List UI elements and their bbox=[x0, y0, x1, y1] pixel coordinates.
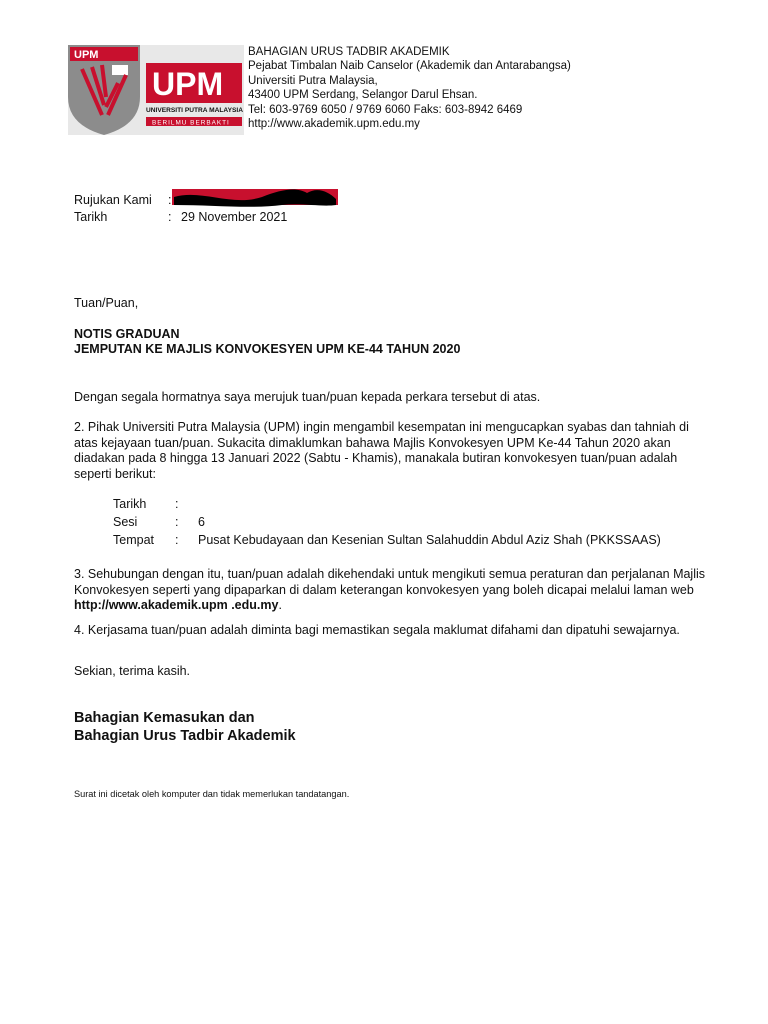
detail-value: 6 bbox=[198, 515, 205, 529]
address-line: Tel: 603-9769 6050 / 9769 6060 Faks: 603-8942 6469 bbox=[248, 103, 523, 116]
logo-subtitle: UNIVERSITI PUTRA MALAYSIA bbox=[146, 107, 243, 114]
signature-block bbox=[74, 709, 296, 745]
closing: Sekian, terima kasih. bbox=[74, 664, 191, 678]
convocation-details bbox=[113, 495, 661, 549]
paragraph-1: Dengan segala hormatnya saya merujuk tuan/puan kepada perkara tersebut di atas. bbox=[74, 390, 541, 404]
paragraph-3-line: Konvokesyen seperti yang dipaparkan di dalam keterangan konvokesyen yang boleh dicapai melalui laman web bbox=[74, 582, 694, 597]
upm-logo bbox=[68, 45, 244, 135]
paragraph-2-line: 2. Pihak Universiti Putra Malaysia (UPM) ingin mengambil kesempatan ini mengucapkan syabas dan tahniah di bbox=[74, 420, 689, 434]
paragraph-4: 4. Kerjasama tuan/puan adalah diminta bagi memastikan segala maklumat difahami dan dipatuhi sewajarnya. bbox=[74, 623, 680, 637]
address-line: BAHAGIAN URUS TADBIR AKADEMIK bbox=[248, 46, 450, 58]
logo-upm-small: UPM bbox=[74, 49, 99, 61]
paragraph-3-end: . bbox=[278, 598, 282, 612]
signature-line-1: Bahagian Kemasukan dan bbox=[74, 710, 255, 726]
detail-colon: : bbox=[175, 533, 179, 547]
paragraph-3-line: 3. Sehubungan dengan itu, tuan/puan adalah dikehendaki untuk mengikuti semua peraturan dan perjalanan Majlis bbox=[74, 567, 706, 581]
detail-label: Tempat bbox=[113, 533, 154, 547]
footnote: Surat ini dicetak oleh komputer dan tidak memerlukan tandatangan. bbox=[74, 789, 350, 799]
website-link[interactable]: http://www.akademik.upm .edu.my bbox=[74, 598, 279, 612]
logo-upm-large: UPM bbox=[152, 66, 224, 102]
paragraph-2-line: diadakan pada 8 hingga 13 Januari 2022 (Sabtu - Khamis), manakala butiran konvokesyen tuan/puan adalah bbox=[74, 451, 678, 465]
paragraph-2 bbox=[74, 420, 714, 482]
detail-label: Sesi bbox=[113, 515, 138, 529]
detail-colon: : bbox=[175, 497, 179, 511]
detail-row bbox=[113, 495, 661, 513]
upm-crest-icon bbox=[68, 45, 244, 135]
paragraph-3-line bbox=[74, 598, 714, 614]
date-label: Tarikh bbox=[74, 210, 108, 224]
paragraph-2-line: seperti berikut: bbox=[74, 466, 156, 481]
ref-label: Rujukan Kami bbox=[74, 193, 152, 207]
subject-line-2: JEMPUTAN KE MAJLIS KONVOKESYEN UPM KE-44 TAHUN 2020 bbox=[74, 342, 461, 356]
subject-line-1: NOTIS GRADUAN bbox=[74, 327, 180, 341]
date-colon: : bbox=[168, 210, 172, 224]
address-url: http://www.akademik.upm.edu.my bbox=[248, 118, 420, 131]
detail-label: Tarikh bbox=[113, 497, 147, 511]
detail-value: Pusat Kebudayaan dan Kesenian Sultan Salahuddin Abdul Aziz Shah (PKKSSAAS) bbox=[198, 533, 661, 547]
redaction-mark bbox=[172, 185, 338, 209]
detail-row bbox=[113, 531, 661, 549]
address-line: Universiti Putra Malaysia, bbox=[248, 74, 378, 87]
ref-colon: : bbox=[168, 193, 172, 207]
date-value: 29 November 2021 bbox=[181, 210, 288, 224]
paragraph-2-line: atas kejayaan tuan/puan. Sukacita dimaklumkan bahawa Majlis Konvokesyen UPM Ke-44 Tahun 2020 akan bbox=[74, 435, 671, 450]
letterhead-address bbox=[248, 45, 571, 131]
detail-row bbox=[113, 513, 661, 531]
salutation: Tuan/Puan, bbox=[74, 296, 139, 310]
address-line: Pejabat Timbalan Naib Canselor (Akademik dan Antarabangsa) bbox=[248, 60, 571, 73]
signature-line-2: Bahagian Urus Tadbir Akademik bbox=[74, 728, 296, 744]
address-line: 43400 UPM Serdang, Selangor Darul Ehsan. bbox=[248, 89, 478, 102]
logo-motto: BERILMU BERBAKTI bbox=[152, 119, 230, 127]
paragraph-3 bbox=[74, 567, 714, 614]
detail-colon: : bbox=[175, 515, 179, 529]
